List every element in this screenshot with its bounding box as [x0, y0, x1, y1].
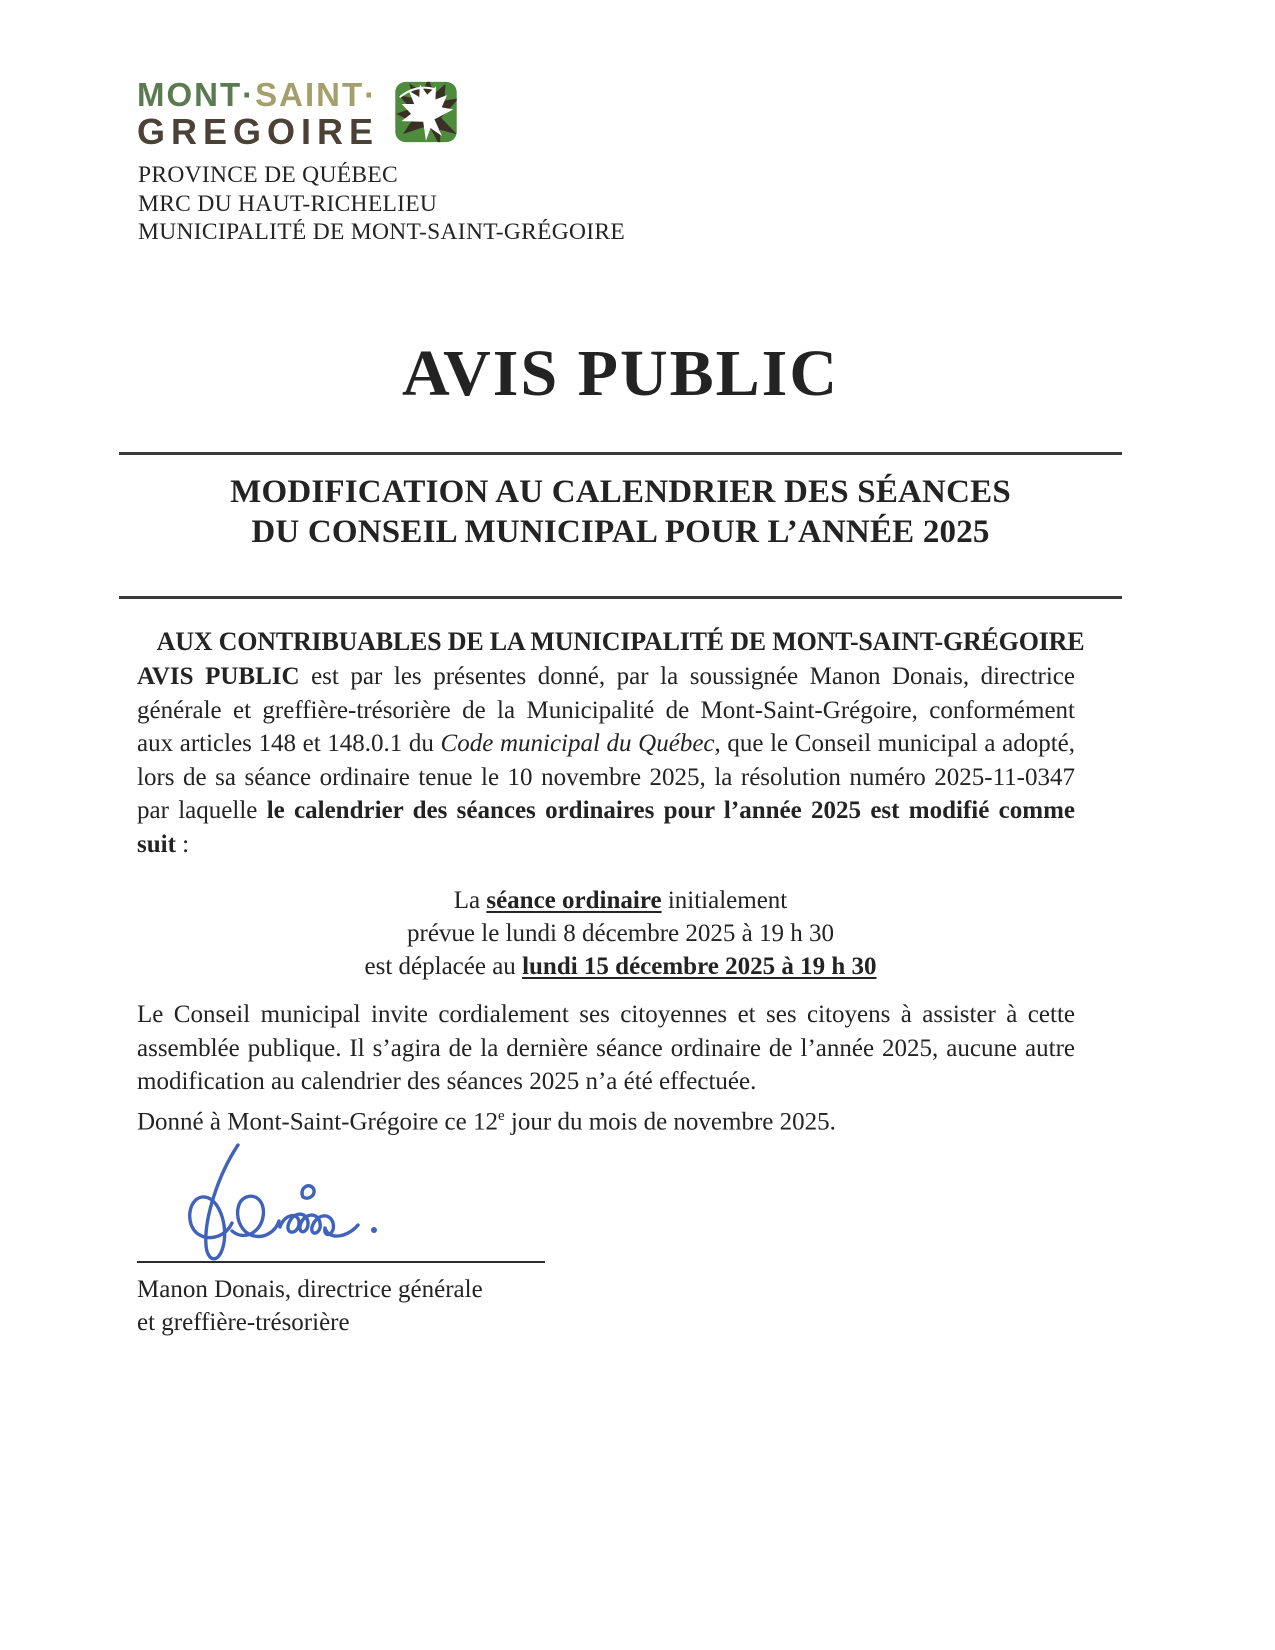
signature-ink: [152, 1133, 392, 1281]
notice-subtitle: [119, 472, 1122, 552]
logo-wordmark-line1: [137, 78, 379, 111]
p1-italic-code-municipal: Code municipal du Québec: [440, 730, 715, 757]
p1-text-1: est par les présentes donné, par la soussignée Manon Donais, directrice générale et greffière-trésorière de la Municipalité de Mont-Saint-Grégoire, conformément aux articles 148 et 148.0.1 du: [137, 663, 1075, 757]
dateline-suffix: jour du mois de novembre 2025.: [504, 1108, 836, 1136]
maple-leaf-icon: [393, 80, 459, 144]
logo-gregoire-text: GREGOIRE: [137, 111, 380, 152]
signatory-block: [137, 1273, 483, 1339]
logo-mont-text: MONT·: [137, 76, 256, 113]
notice-subtitle-line2: DU CONSEIL MUNICIPAL POUR L’ANNÉE 2025: [251, 514, 990, 550]
dateline-prefix: Donné à Mont-Saint-Grégoire ce 12: [137, 1108, 498, 1136]
salutation-heading: AUX CONTRIBUABLES DE LA MUNICIPALITÉ DE MONT-SAINT-GRÉGOIRE: [156, 627, 1085, 656]
logo-saint-text: SAINT·: [255, 76, 378, 113]
notice-subtitle-line1: MODIFICATION AU CALENDRIER DES SÉANCES: [230, 474, 1011, 510]
letterhead-municipality: MUNICIPALITÉ DE MONT-SAINT-GRÉGOIRE: [138, 219, 626, 245]
sc-line1-emphasis: séance ordinaire: [486, 887, 662, 914]
sc-line1-prefix: La: [453, 887, 487, 914]
p1-text-3: :: [175, 830, 190, 858]
p1-text-2: , que le Conseil municipal a adopté, lors de sa séance ordinaire tenue le 10 novembre 2025, la résolution numéro 2025-11-0347 par laquelle: [137, 730, 1075, 824]
signature-line: [137, 1261, 545, 1263]
schedule-change-line2: prévue le lundi 8 décembre 2025 à 19 h 30: [407, 920, 834, 947]
p1-bold-tail: le calendrier des séances ordinaires pour l’année 2025 est modifié comme suit: [137, 797, 1075, 858]
body-paragraph-2: Le Conseil municipal invite cordialement ses citoyennes et ses citoyens à assister à cette assemblée publique. Il s’agira de la dernière séance ordinaire de l’année 2025, aucune autre modification au calendrier des séances 2025 n’a été effectuée.: [137, 1001, 1075, 1095]
logo-wordmark: [137, 78, 379, 150]
horizontal-rule-top: [119, 452, 1122, 455]
sc-line3-prefix: est déplacée au: [364, 953, 523, 980]
signatory-title-2: et greffière-trésorière: [137, 1309, 350, 1336]
page-title: AVIS PUBLIC: [401, 337, 840, 410]
signatory-name-title: Manon Donais, directrice générale: [137, 1276, 483, 1303]
letterhead-province: PROVINCE DE QUÉBEC: [138, 162, 398, 188]
schedule-change-line1: [119, 884, 1122, 917]
sc-line3-emphasis: lundi 15 décembre 2025 à 19 h 30: [522, 953, 877, 980]
p1-bold-lead: AVIS PUBLIC: [137, 663, 300, 690]
horizontal-rule-bottom: [119, 596, 1122, 599]
dateline-ordinal: e: [498, 1108, 505, 1124]
sc-line1-suffix: initialement: [661, 887, 788, 914]
letterhead-mrc: MRC DU HAUT-RICHELIEU: [138, 190, 438, 217]
municipal-logo: [137, 78, 459, 150]
letterhead: [138, 161, 625, 247]
schedule-change-block: [119, 884, 1122, 983]
schedule-change-line3: [119, 950, 1122, 983]
body-paragraph-1: [137, 660, 1075, 861]
